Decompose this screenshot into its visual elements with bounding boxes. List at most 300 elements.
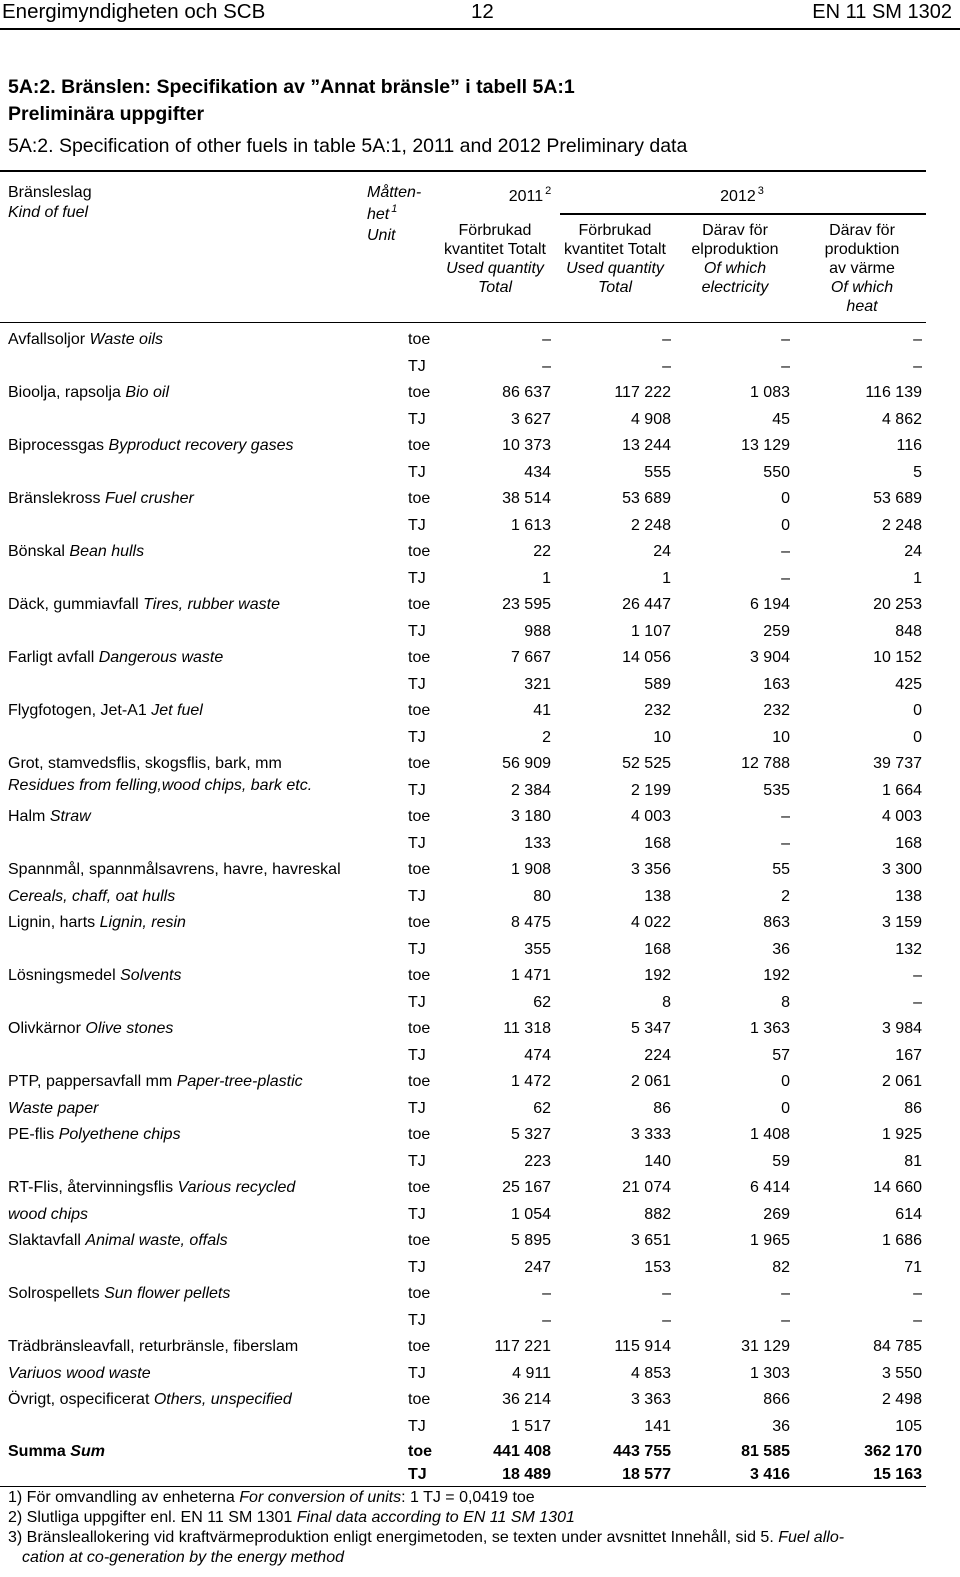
fuel-name-cell [8,1361,151,1388]
used-2011-cell: 62 [533,1099,551,1117]
unit-cell: toe [408,967,431,984]
fuel-name-cell [8,698,203,725]
heat-2012-cell: – [913,993,922,1011]
electricity-2012-cell: 1 408 [749,1126,790,1143]
electricity-2012-cell: 535 [763,781,790,799]
fuel-name-sv: Trädbränsleavfall, returbränsle, fiberslam [8,1338,299,1355]
unit-cell: TJ [408,1364,426,1382]
table-row [0,1069,926,1096]
heat-2012-cell: 425 [895,675,922,693]
used-2012-cell: 3 651 [630,1232,671,1249]
table-row [0,1255,926,1282]
unit-cell: toe [408,1126,431,1143]
unit-cell: toe [408,861,431,878]
used-2011-cell: 1 517 [510,1417,551,1435]
table-row [0,804,926,831]
electricity-2012-cell: 1 303 [749,1364,790,1382]
unit-cell: toe [408,1285,431,1302]
unit-cell: toe [408,1443,432,1460]
used-2011-cell: 86 637 [502,384,551,401]
fuel-name-en: Others, unspecified [153,1391,292,1408]
table-title-en: 5A:2. Specification of other fuels in table 5A:1, 2011 and 2012 Preliminary data [8,135,688,157]
electricity-2012-cell: 3 416 [749,1466,790,1483]
used-2012-cell: 2 199 [630,781,671,799]
used-2012-cell: 4 003 [630,808,671,825]
electricity-2012-cell: – [781,1311,790,1329]
table-row [0,513,926,540]
heat-2012-cell: 105 [895,1417,922,1435]
unit-cell: toe [408,808,431,825]
used-2012-cell: 1 107 [630,622,671,640]
unit-cell: toe [408,437,431,454]
unit-cell: TJ [408,1152,426,1170]
column-header-unit [367,183,421,245]
fuel-name-en: Variuos wood waste [8,1364,151,1382]
table-row [0,963,926,990]
table-row [0,486,926,513]
electricity-2012-cell: 0 [781,490,790,507]
unit-cell: toe [408,1179,431,1196]
electricity-2012-cell: – [781,357,790,375]
heat-2012-cell: 2 498 [881,1391,922,1408]
year-header-2011 [490,186,570,208]
table-top-rule [0,170,926,172]
used-2012-cell: 882 [644,1205,671,1223]
table-row [0,698,926,725]
electricity-2012-cell: – [781,543,790,560]
used-2012-cell: 153 [644,1258,671,1276]
electricity-2012-cell: 1 363 [749,1020,790,1037]
header-line-en: Of which [830,278,894,296]
year-label: 2011 [508,188,544,205]
table-row [0,1043,926,1070]
unit-cell: TJ [408,569,426,587]
table-row [0,1281,926,1308]
heat-2012-cell: 848 [895,622,922,640]
unit-cell: TJ [408,1417,426,1435]
publisher-name: Energimyndigheten och SCB [2,0,266,23]
footnote-ref: 3 [757,185,764,197]
electricity-2012-cell: 863 [763,914,790,931]
heat-2012-cell: 1 664 [881,781,922,799]
used-2012-cell: 168 [644,834,671,852]
fuel-name-sv: PTP, pappersavfall mm [8,1073,173,1090]
fuel-name-en: Sum [70,1443,105,1460]
table-row [0,1149,926,1176]
header-line-en: electricity [701,278,769,296]
fuel-name-sv: Grot, stamvedsflis, skogsflis, bark, mm [8,755,282,772]
table-row [0,566,926,593]
used-2011-cell: 1 908 [510,861,551,878]
used-2011-cell: 1 471 [510,967,551,984]
used-2011-cell: 36 214 [502,1391,551,1408]
header-line-sv: Förbrukad [578,221,652,239]
header-line-sv: Därav för [829,221,895,239]
heat-2012-cell: 1 686 [881,1232,922,1249]
used-2011-cell: 2 [542,728,551,746]
table-row [0,1202,926,1229]
heat-2012-cell: 132 [895,940,922,958]
fuel-name-en: Straw [49,808,91,825]
fuel-name-sv: Lösningsmedel [8,967,116,984]
unit-header-sv-text: het [367,206,390,223]
heat-2012-cell: – [913,967,922,984]
table-row [0,1228,926,1255]
fuel-name-sv: Bioolja, rapsolja [8,384,121,401]
electricity-2012-cell: 36 [772,940,790,958]
unit-cell: toe [408,702,431,719]
electricity-2012-cell: 0 [781,1099,790,1117]
electricity-2012-cell: 0 [781,516,790,534]
used-2011-cell: 321 [524,675,551,693]
electricity-2012-cell: 2 [781,887,790,905]
used-2011-cell: 62 [533,993,551,1011]
fuel-name-cell [8,804,91,831]
unit-cell: toe [408,914,431,931]
fuel-name-en: Fuel crusher [104,490,194,507]
fuel-name-sv: Biprocessgas [8,437,105,454]
electricity-2012-cell: – [781,569,790,587]
table-row [0,831,926,858]
electricity-2012-cell: 269 [763,1205,790,1223]
used-2011-cell: 117 221 [494,1338,551,1355]
table-row [0,1361,926,1388]
used-2012-cell: 21 074 [622,1179,671,1196]
used-2012-cell: 26 447 [622,596,671,613]
heat-2012-cell: – [913,1311,922,1329]
unit-cell: TJ [408,357,426,375]
table-row [0,1387,926,1414]
unit-cell: TJ [408,887,426,905]
footnote-3 [8,1528,844,1548]
used-2012-cell: 138 [644,887,671,905]
electricity-2012-cell: 1 083 [749,384,790,401]
unit-cell: TJ [408,463,426,481]
used-2012-cell: 53 689 [622,490,671,507]
fuel-name-sv: Farligt avfall [8,649,95,666]
used-2012-cell: 443 755 [613,1443,671,1460]
unit-cell: toe [408,1391,431,1408]
footnote-sv: 1) För omvandling av enheterna [8,1489,235,1506]
used-2012-cell: 115 914 [614,1338,671,1355]
fuel-name-en: wood chips [8,1205,89,1223]
heat-2012-cell: 4 003 [881,808,922,825]
unit-cell: TJ [408,834,426,852]
heat-2012-cell: 116 [896,437,922,454]
used-2012-cell: 86 [653,1099,671,1117]
year-2012-span-rule [560,213,926,215]
used-2011-cell: 5 895 [510,1232,551,1249]
fuel-name-sv: Bränslekross [8,490,101,507]
fuel-name-en: Sun flower pellets [104,1285,231,1302]
header-line-en: Total [477,278,513,296]
used-2011-cell: – [542,357,551,375]
report-series: EN 11 SM 1302 [812,1,952,23]
fuel-name-cell [8,1122,181,1149]
heat-2012-cell: 2 248 [881,516,922,534]
heat-2012-cell: 86 [904,1099,922,1117]
header-line-en: Used quantity [566,259,664,277]
heat-2012-cell: 138 [895,887,922,905]
electricity-2012-cell: 45 [772,410,790,428]
fuel-name-cell [8,773,312,800]
unit-cell: TJ [408,1205,426,1223]
unit-cell: toe [408,490,431,507]
used-2011-cell: 41 [533,702,551,719]
fuel-name-cell [8,884,175,911]
electricity-2012-cell: 10 [772,728,790,746]
used-2011-cell: 22 [533,543,551,560]
footnote-en: Fuel allo- [778,1529,845,1546]
table-row [0,460,926,487]
used-2012-cell: – [662,1311,671,1329]
unit-cell: toe [408,1073,431,1090]
footnote-1 [8,1488,535,1508]
electricity-2012-cell: 192 [763,967,790,984]
header-line-sv: kvantitet Totalt [444,240,546,258]
fuel-name-sv: Övrigt, ospecificerat [8,1391,150,1408]
electricity-2012-cell: 550 [763,463,790,481]
used-2011-cell: 56 909 [502,755,551,772]
electricity-2012-cell: 1 965 [749,1232,790,1249]
fuel-name-en: Bean hulls [69,543,145,560]
table-row [0,592,926,619]
heat-2012-cell: 71 [904,1258,922,1276]
unit-cell: toe [408,596,431,613]
unit-cell: TJ [408,1258,426,1276]
used-2012-cell: 4 853 [630,1364,671,1382]
heat-2012-cell: 24 [904,543,922,560]
used-2011-cell: 25 167 [502,1179,551,1196]
table-row [0,778,926,805]
footnote-2 [8,1508,575,1528]
used-2012-cell: 52 525 [622,755,671,772]
unit-cell: toe [408,755,431,772]
column-header-electricity-2012 [673,221,797,297]
fuel-name-sv: Lignin, harts [8,914,96,931]
electricity-2012-cell: – [781,1285,790,1302]
footnote-en: For conversion of units [239,1489,402,1506]
used-2012-cell: 589 [644,675,671,693]
header-line-sv: av värme [829,259,895,277]
header-line-en: Total [597,278,633,296]
fuel-name-cell [8,1440,105,1463]
fuel-name-cell [8,910,186,937]
electricity-2012-cell: 0 [781,1073,790,1090]
table-row [0,1122,926,1149]
electricity-2012-cell: 31 129 [741,1338,790,1355]
unit-cell: TJ [408,410,426,428]
used-2012-cell: 1 [662,569,671,587]
used-2011-cell: 11 318 [503,1020,551,1037]
used-2012-cell: 2 061 [630,1073,671,1090]
header-line-sv: Därav för [702,221,768,239]
used-2012-cell: 3 333 [630,1126,671,1143]
used-2012-cell: 4 022 [630,914,671,931]
electricity-2012-cell: 57 [772,1046,790,1064]
used-2011-cell: 18 489 [502,1466,551,1483]
used-2011-cell: 38 514 [502,490,551,507]
table-title-sv: 5A:2. Bränslen: Specifikation av ”Annat bränsle” i tabell 5A:1 [8,76,575,98]
table-row [0,910,926,937]
header-line-en: Of which [703,259,767,277]
heat-2012-cell: 362 170 [864,1443,922,1460]
fuel-header-en: Kind of fuel [8,204,89,221]
fuel-name-en: Residues from felling,wood chips, bark etc. [8,776,313,794]
table-row [0,1096,926,1123]
header-line-sv: elproduktion [691,240,779,258]
fuel-name-cell [8,1228,228,1255]
heat-2012-cell: 1 925 [881,1126,922,1143]
table-row [0,672,926,699]
fuel-name-cell [8,1096,98,1123]
header-divider [0,28,960,30]
used-2012-cell: – [662,1285,671,1302]
used-2012-cell: 14 056 [622,649,671,666]
table-row [0,539,926,566]
header-line-en: heat [846,297,878,315]
table-subtitle-sv: Preliminära uppgifter [8,103,205,125]
used-2011-cell: 474 [524,1046,551,1064]
footnote-ref: 1 [391,203,398,215]
fuel-name-cell [8,1069,303,1096]
table-row [0,1414,926,1441]
column-header-fuel [8,183,92,223]
heat-2012-cell: – [913,1285,922,1302]
heat-2012-cell: 5 [913,463,922,481]
used-2012-cell: 192 [644,967,671,984]
electricity-2012-cell: 8 [781,993,790,1011]
footnote-tail: : 1 TJ = 0,0419 toe [401,1489,535,1506]
fuel-name-cell [8,1016,173,1043]
used-2011-cell: 441 408 [493,1443,551,1460]
footnote-ref: 2 [545,185,552,197]
column-header-used-2011 [433,221,557,297]
electricity-2012-cell: 6 194 [749,596,790,613]
fuel-name-en: Polyethene chips [58,1126,181,1143]
fuel-name-cell [8,1202,88,1229]
fuel-name-en: Paper-tree-plastic [176,1073,303,1090]
table-row [0,407,926,434]
fuel-name-en: Jet fuel [151,702,203,719]
used-2012-cell: 168 [644,940,671,958]
fuel-name-en: Olive stones [85,1020,174,1037]
used-2012-cell: 24 [653,543,671,560]
used-2012-cell: 3 356 [630,861,671,878]
total-row [0,1440,926,1463]
unit-cell: toe [408,543,431,560]
unit-cell: TJ [408,622,426,640]
electricity-2012-cell: 12 788 [741,755,790,772]
footnote-3-continuation: cation at co-generation by the energy method [22,1549,344,1566]
fuel-name-cell [8,857,341,884]
unit-cell: TJ [408,675,426,693]
used-2012-cell: 18 577 [622,1466,671,1483]
fuel-name-en: Byproduct recovery gases [108,437,294,454]
year-label: 2012 [720,188,756,205]
fuel-name-cell [8,645,223,672]
table-row [0,433,926,460]
used-2011-cell: 7 667 [510,649,551,666]
heat-2012-cell: 4 862 [881,410,922,428]
used-2011-cell: 10 373 [502,437,551,454]
table-row [0,1308,926,1335]
used-2011-cell: 1 [542,569,551,587]
electricity-2012-cell: 3 904 [749,649,790,666]
heat-2012-cell: 3 550 [881,1364,922,1382]
used-2011-cell: 80 [533,887,551,905]
heat-2012-cell: 167 [895,1046,922,1064]
fuel-name-cell [8,963,181,990]
electricity-2012-cell: – [781,808,790,825]
fuel-name-cell [8,486,194,513]
used-2012-cell: 4 908 [630,410,671,428]
fuel-name-cell [8,327,163,354]
fuel-name-en: Animal waste, offals [85,1232,228,1249]
used-2012-cell: 2 248 [630,516,671,534]
used-2012-cell: 8 [662,993,671,1011]
table-row [0,1334,926,1361]
table-row [0,327,926,354]
electricity-2012-cell: 82 [772,1258,790,1276]
footnote-sv: 2) Slutliga uppgifter enl. EN 11 SM 1301 [8,1509,293,1526]
fuel-name-cell [8,1175,295,1202]
used-2011-cell: 2 384 [510,781,551,799]
fuel-name-en: Lignin, resin [99,914,186,931]
heat-2012-cell: – [913,331,922,348]
electricity-2012-cell: 81 585 [741,1443,790,1460]
used-2012-cell: 141 [644,1417,671,1435]
unit-cell: toe [408,1020,431,1037]
unit-header-en: Unit [367,227,396,244]
unit-cell: TJ [408,516,426,534]
table-row [0,1175,926,1202]
heat-2012-cell: 1 [913,569,922,587]
unit-cell: toe [408,1338,431,1355]
used-2011-cell: 8 475 [510,914,551,931]
fuel-name-cell [8,1387,292,1414]
used-2011-cell: – [542,1311,551,1329]
table-row [0,354,926,381]
fuel-name-en: Bio oil [125,384,169,401]
heat-2012-cell: 614 [895,1205,922,1223]
used-2012-cell: 117 222 [614,384,671,401]
table-row [0,990,926,1017]
heat-2012-cell: 2 061 [881,1073,922,1090]
unit-cell: TJ [408,1046,426,1064]
fuel-name-en: Solvents [120,967,182,984]
table-row [0,857,926,884]
fuel-name-cell [8,1281,230,1308]
table-row [0,645,926,672]
fuel-name-cell [8,433,294,460]
heat-2012-cell: 15 163 [873,1466,922,1483]
electricity-2012-cell: 163 [763,675,790,693]
unit-cell: toe [408,331,431,348]
used-2012-cell: 5 347 [630,1020,671,1037]
heat-2012-cell: 3 159 [881,914,922,931]
fuel-name-en: Cereals, chaff, oat hulls [8,887,176,905]
heat-2012-cell: 39 737 [873,755,922,772]
fuel-name-sv: Flygfotogen, Jet-A1 [8,702,147,719]
used-2011-cell: 247 [524,1258,551,1276]
used-2011-cell: 23 595 [502,596,551,613]
fuel-name-sv: PE-flis [8,1126,55,1143]
fuel-name-sv: Halm [8,808,46,825]
used-2011-cell: 1 472 [510,1073,551,1090]
footnote-en: Final data according to EN 11 SM 1301 [296,1509,575,1526]
heat-2012-cell: 81 [904,1152,922,1170]
